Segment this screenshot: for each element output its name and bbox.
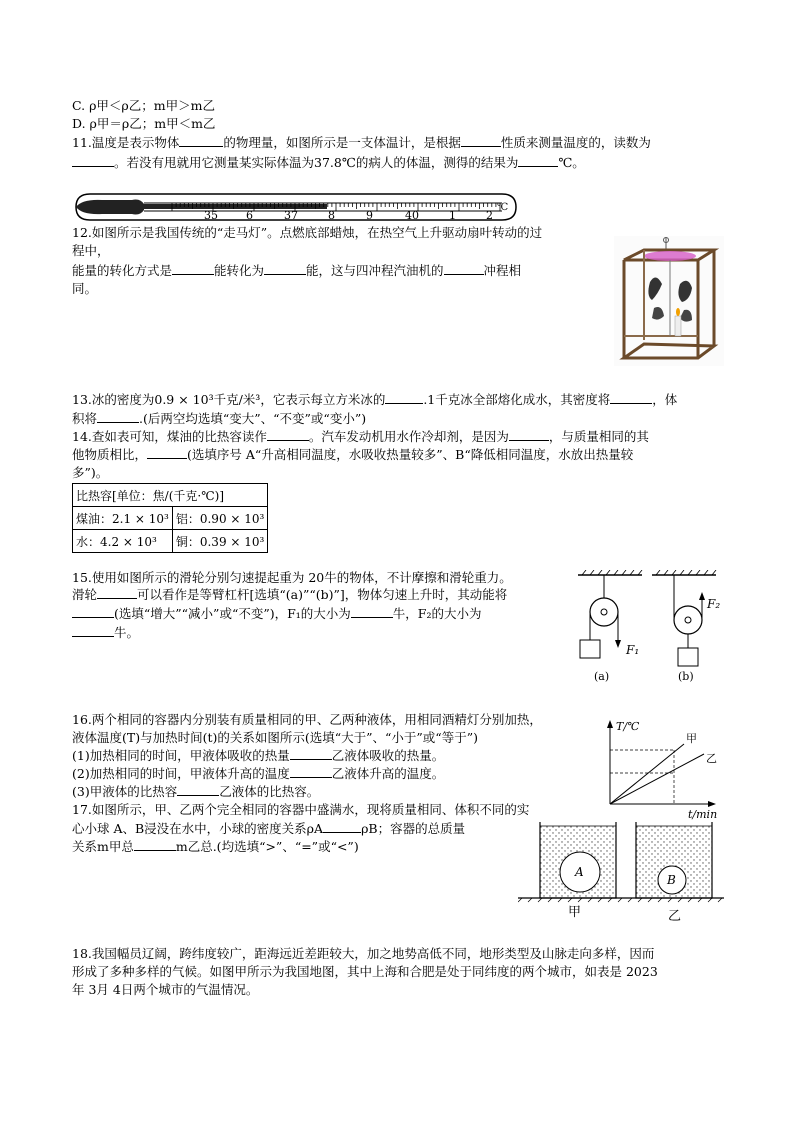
q14-text: (选填序号 A“升高相同温度，水吸收热量较多”、B“降低相同温度，水放出热量较: [187, 447, 634, 462]
q17-text: ρB；容器的总质量: [361, 821, 466, 836]
question-14-line2: [72, 446, 633, 464]
series-yi-label: 乙: [706, 752, 717, 765]
answer-blank[interactable]: [290, 747, 332, 760]
table-header: 比热容[单位：焦/(千克·℃)]: [73, 484, 268, 507]
question-16-line1: 16.两个相同的容器内分别装有质量相同的甲、乙两种液体，用相同酒精灯分别加热，: [72, 712, 542, 727]
q16-text: (1)加热相同的时间，甲液体吸收的热量: [72, 748, 290, 763]
answer-blank[interactable]: [509, 428, 549, 441]
question-15-line3: [72, 605, 481, 623]
q12-text: 冲程相: [483, 263, 522, 278]
question-16-line3: [72, 747, 444, 765]
graph-y-axis-label: T/℃: [616, 720, 640, 733]
q17-text: 关系m甲总: [72, 839, 134, 854]
question-12-line1: 12.如图所示是我国传统的“走马灯”。点燃底部蜡烛，在热空气上升驱动扇叶转动的过: [72, 225, 543, 240]
q12-text: 能，这与四冲程汽油机的: [306, 263, 444, 278]
table-cell: 煤油：2.1 × 10³: [73, 507, 173, 530]
answer-blank[interactable]: [610, 391, 652, 404]
pulley-b-label: (b): [678, 670, 694, 683]
question-18-line1: 18.我国幅员辽阔，跨纬度较广，距海远近差距较大，加之地势高低不同，地形类型及山脉走向多样，因而: [72, 946, 655, 961]
q14-text: 他物质相比，: [72, 447, 148, 462]
question-13-line1: [72, 391, 677, 409]
q16-text: 乙液体升高的温度。: [331, 766, 445, 781]
q17-text: 心小球 A、B浸没在水中，小球的密度关系ρA: [72, 821, 324, 836]
question-14-line3: 多”)。: [72, 465, 109, 480]
graph-x-axis-label: t/min: [688, 808, 718, 821]
table-row: [73, 530, 268, 553]
scale-label: 40: [405, 209, 419, 222]
scale-label: 35: [204, 209, 218, 222]
table-row: [73, 507, 268, 530]
lantern-figure: [614, 236, 724, 366]
q15-text: 可以看作是等臂杠杆[选填“(a)”“(b)”]，物体匀速上升时，其动能将: [137, 587, 508, 602]
answer-blank[interactable]: [134, 838, 176, 851]
answer-blank[interactable]: [147, 446, 187, 459]
answer-blank[interactable]: [351, 605, 393, 618]
q17-text: m乙总.(均选填“>”、“=”或“<”): [175, 839, 359, 854]
series-jia-line: [610, 744, 684, 804]
answer-blank[interactable]: [72, 605, 114, 618]
scale-label: 9: [366, 209, 373, 222]
scale-label: 1: [449, 209, 456, 222]
q13-text: .(后两空均选填“变大”、“不变”或“变小”): [139, 411, 367, 426]
answer-blank[interactable]: [444, 262, 484, 275]
q12-text: 能量的转化方式是: [72, 263, 173, 278]
containers-figure: [518, 816, 724, 926]
question-18-line2: 形成了多种多样的气候。如图甲所示为我国地图，其中上海和合肥是处于同纬度的两个城市，如表是 2023: [72, 964, 658, 979]
q14-text: ，与质量相同的其: [548, 429, 649, 444]
q16-text: 乙液体的比热容。: [219, 784, 320, 799]
q13-text: 13.冰的密度为0.9 × 10³千克/米³，它表示每立方米冰的: [72, 392, 386, 407]
scale-label: 2: [486, 209, 493, 222]
pulley-figure: [574, 570, 724, 688]
q15-text: 牛，F₂的大小为: [392, 606, 482, 621]
answer-blank[interactable]: [323, 820, 361, 833]
q11-text: ℃。: [558, 155, 585, 170]
question-11-line1: [72, 134, 651, 152]
question-16-line2: 液体温度(T)与加热时间(t)的关系如图所示(选填“大于”、“小于”或“等于”): [72, 730, 478, 745]
ball-b-label: B: [667, 873, 676, 887]
table-cell: 铝：0.90 × 10³: [172, 507, 267, 530]
q14-text: 。汽车发动机用水作冷却剂，是因为: [308, 429, 509, 444]
question-12-line4: 同。: [72, 281, 98, 296]
series-yi-line: [610, 754, 704, 804]
question-11-line2: [72, 154, 585, 172]
question-17-line3: [72, 838, 359, 856]
q11-text: 11.温度是表示物体: [72, 135, 180, 150]
q15-text: (选填“增大”“减小”或“不变”)，F₁的大小为: [114, 606, 351, 621]
question-12-line3: [72, 262, 521, 280]
scale-label: 37: [284, 209, 298, 222]
force-f2-label: F₂: [707, 597, 721, 611]
q14-text: 14.查如表可知，煤油的比热容读作: [72, 429, 267, 444]
q13-text: .1千克冰全部熔化成水，其密度将: [423, 392, 611, 407]
question-15-line4: [72, 624, 139, 642]
answer-blank[interactable]: [290, 765, 332, 778]
option-d: D. ρ甲＝ρ乙；m甲＜m乙: [72, 116, 216, 131]
temperature-time-graph: [600, 716, 724, 822]
specific-heat-table: [72, 483, 268, 553]
thermometer-unit: ℃: [497, 202, 509, 213]
q16-text: (3)甲液体的比热容: [72, 784, 178, 799]
force-f1-label: F₁: [626, 643, 640, 657]
answer-blank[interactable]: [97, 586, 137, 599]
question-18-line3: 年 3月 4日两个城市的气温情况。: [72, 982, 259, 997]
q13-text: 积将: [72, 411, 98, 426]
answer-blank[interactable]: [72, 624, 114, 637]
q11-text: 。若没有甩就用它测量某实际体温为37.8℃的病人的体温，测得的结果为: [114, 155, 519, 170]
q15-text: 滑轮: [72, 587, 98, 602]
q15-text: 牛。: [114, 625, 140, 640]
q11-text: 性质来测量温度的，读数为: [500, 135, 651, 150]
answer-blank[interactable]: [179, 134, 223, 147]
answer-blank[interactable]: [72, 154, 114, 167]
q12-text: 能转化为: [214, 263, 265, 278]
q16-text: (2)加热相同的时间，甲液体升高的温度: [72, 766, 290, 781]
answer-blank[interactable]: [97, 410, 139, 423]
answer-blank[interactable]: [172, 262, 214, 275]
scale-label: 6: [246, 209, 253, 222]
answer-blank[interactable]: [264, 262, 306, 275]
answer-blank[interactable]: [385, 391, 423, 404]
answer-blank[interactable]: [177, 783, 219, 796]
option-c: C. ρ甲＜ρ乙；m甲＞m乙: [72, 98, 215, 113]
thermometer-figure: [72, 190, 522, 224]
table-cell: 水：4.2 × 10³: [73, 530, 173, 553]
scale-label: 8: [328, 209, 335, 222]
ball-a-label: A: [575, 865, 584, 879]
answer-blank[interactable]: [461, 134, 501, 147]
q16-text: 乙液体吸收的热量。: [331, 748, 445, 763]
question-16-line5: [72, 783, 319, 801]
container-jia-label: 甲: [568, 905, 582, 920]
question-12-line2: 程中，: [72, 243, 110, 258]
question-17-line2: [72, 820, 465, 838]
container-yi-label: 乙: [668, 909, 682, 924]
table-cell: 铜：0.39 × 10³: [172, 530, 267, 553]
q13-text: ，体: [652, 392, 678, 407]
q11-text: 的物理量，如图所示是一支体温计，是根据: [223, 135, 461, 150]
question-15-line1: 15.使用如图所示的滑轮分别匀速提起重为 20牛的物体，不计摩擦和滑轮重力。: [72, 570, 512, 585]
pulley-a-label: (a): [594, 670, 610, 683]
question-14-line1: [72, 428, 649, 446]
table-row: [73, 484, 268, 507]
series-jia-label: 甲: [686, 732, 697, 745]
question-16-line4: [72, 765, 444, 783]
question-13-line2: [72, 410, 366, 428]
question-17-line1: 17.如图所示，甲、乙两个完全相同的容器中盛满水，现将质量相同、体积不同的实: [72, 802, 530, 817]
question-15-line2: [72, 586, 507, 604]
answer-blank[interactable]: [267, 428, 309, 441]
answer-blank[interactable]: [518, 154, 558, 167]
